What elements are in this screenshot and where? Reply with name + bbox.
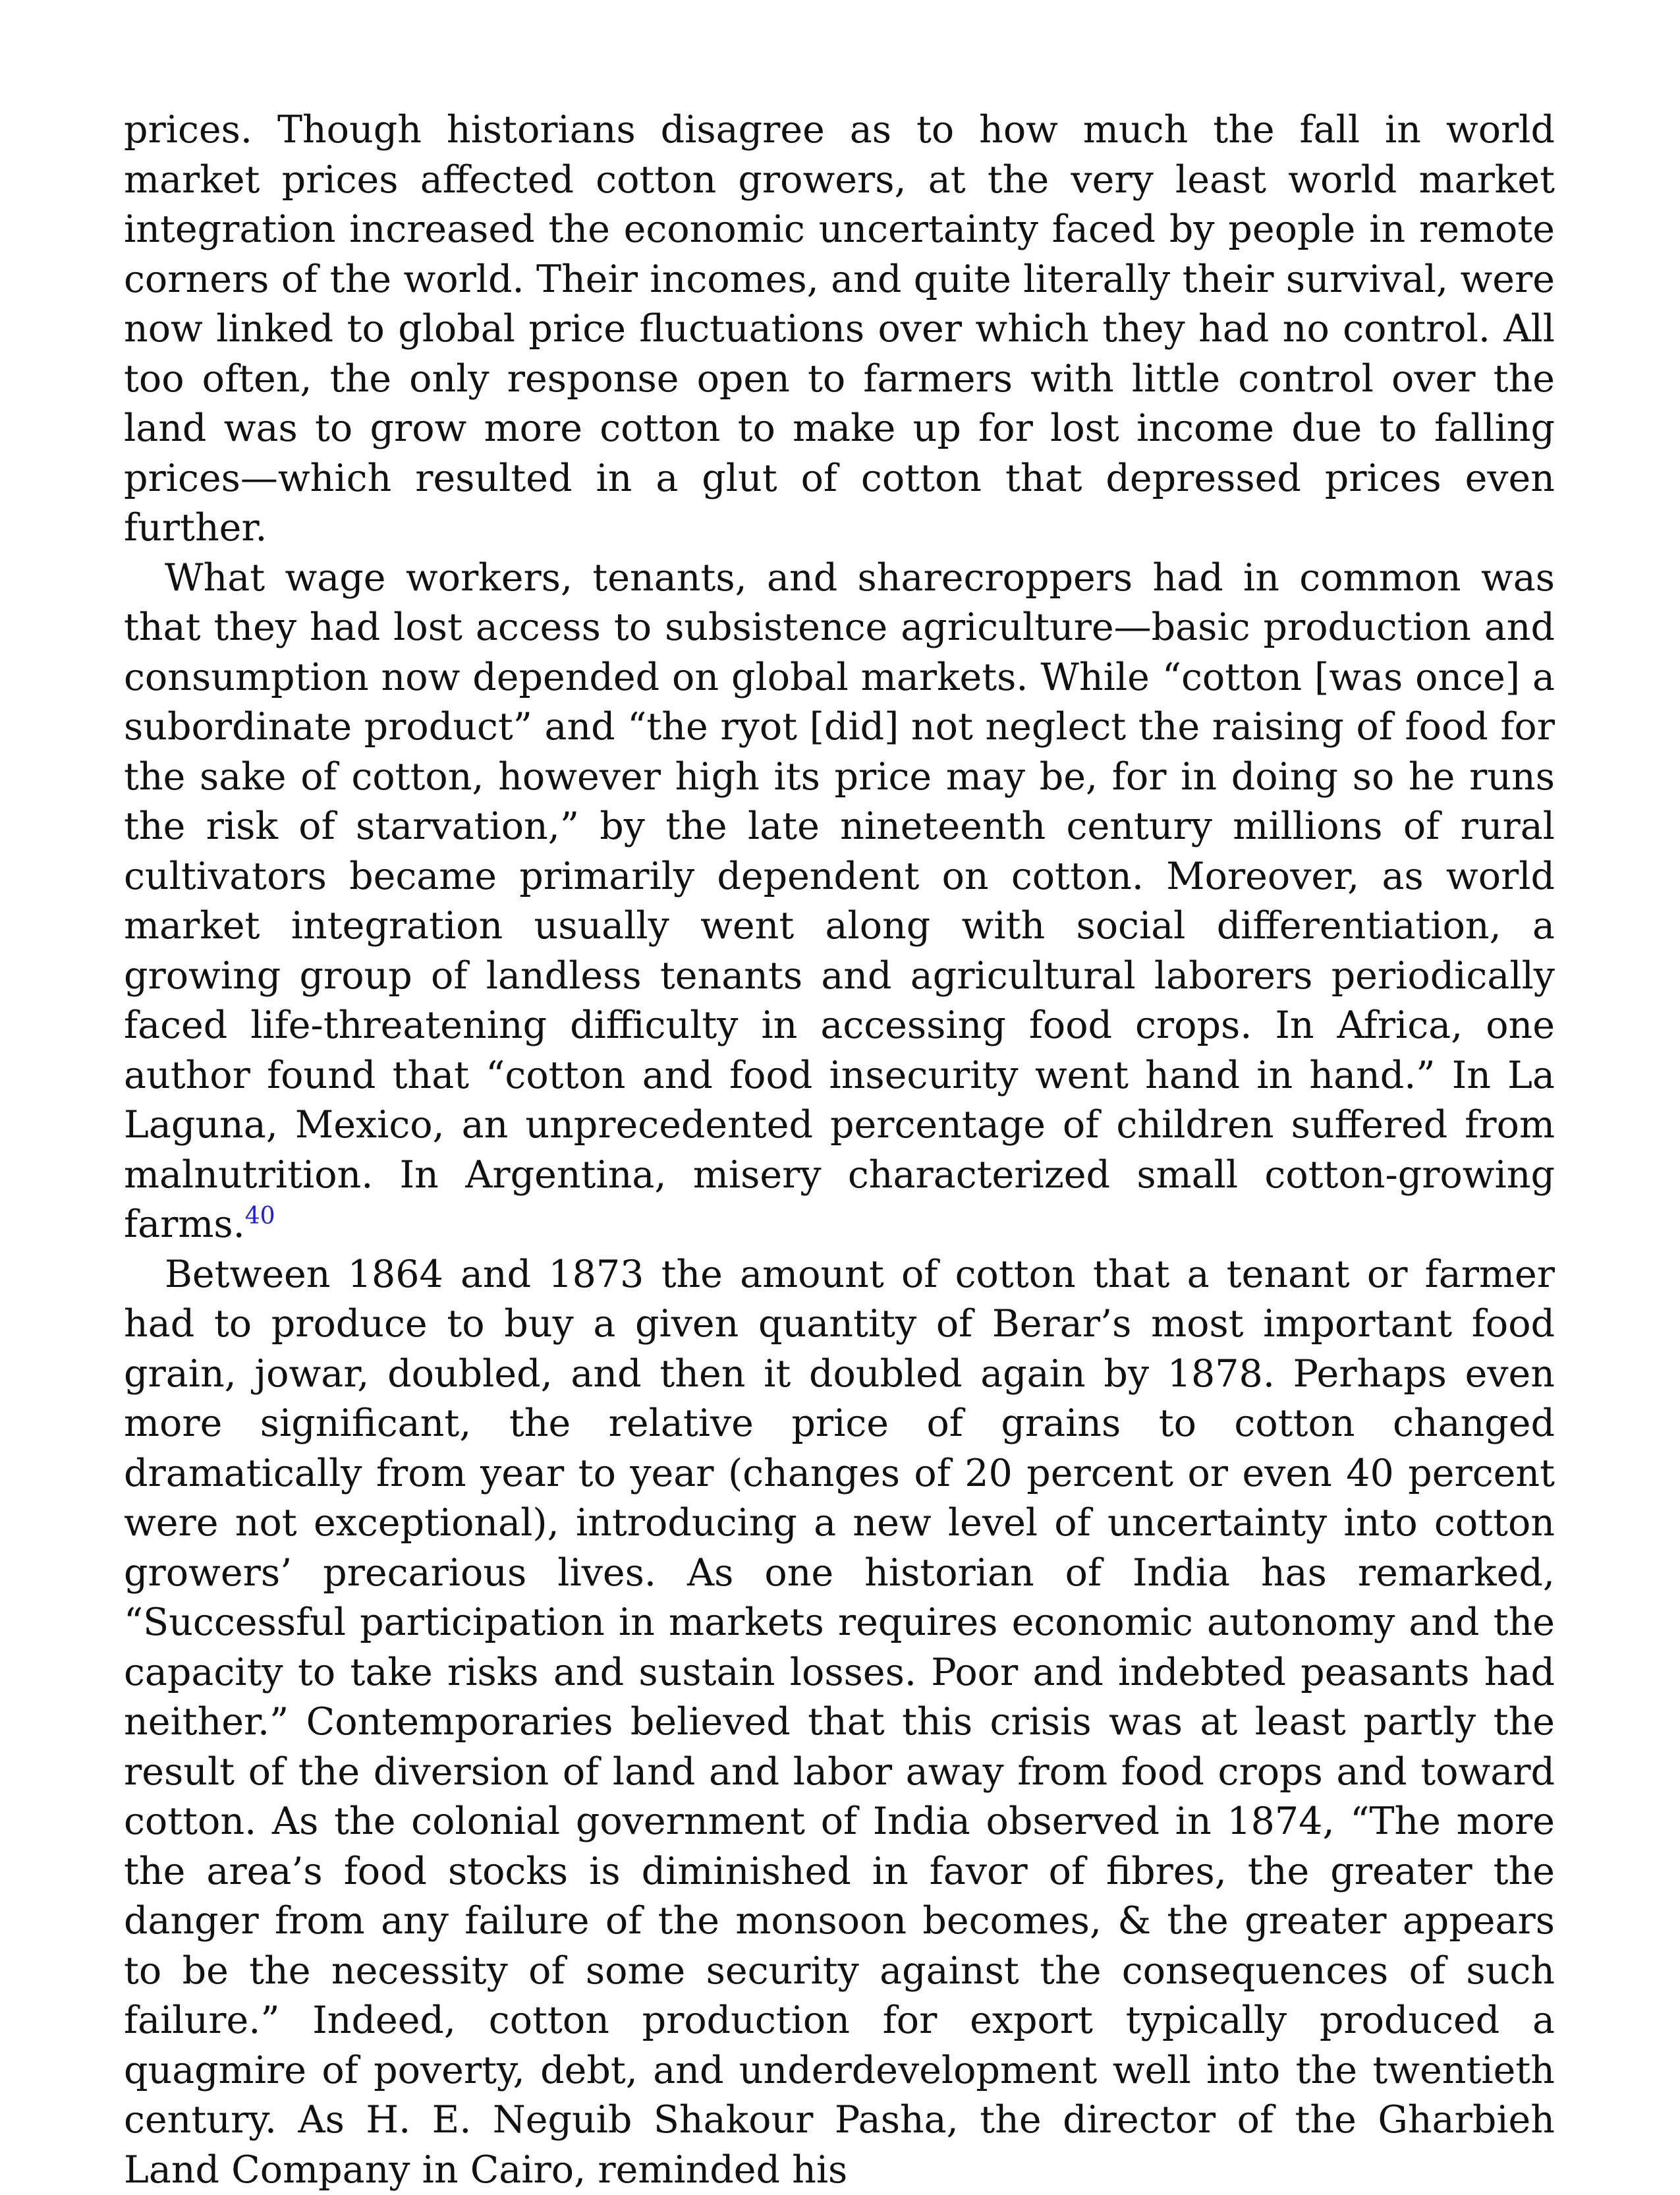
paragraph-1-text: prices. Though historians disagree as to how much the fall in world market prices affected cotton growers, at the very least world market integration increased the economic uncertainty faced by people in remote corners of the world. Their incomes, and quite literally their survival, were now linked to global price fluctuations over which they had no control. All too often, the only response open to farmers with little control over the land was to grow more cotton to make up for lost income due to falling prices—which resulted in a glut of cotton that depressed prices even further. bbox=[124, 108, 1555, 550]
paragraph-3 bbox=[124, 1250, 1555, 2195]
paragraph-2 bbox=[124, 554, 1555, 1250]
paragraph-2-text: What wage workers, tenants, and sharecroppers had in common was that they had lost access to subsistence agriculture—basic production and consumption now depended on global markets. While “cotton [was once] a subordinate product” and “the ryot [did] not neglect the raising of food for the sake of cotton, however high its price may be, for in doing so he runs the risk of starvation,” by the late nineteenth century millions of rural cultivators became primarily dependent on cotton. Moreover, as world market integration usually went along with social differentiation, a growing group of landless tenants and agricultural laborers periodically faced life-threatening difficulty in accessing food crops. In Africa, one author found that “cotton and food insecurity went hand in hand.” In La Laguna, Mexico, an unprecedented percentage of children suffered from malnutrition. In Argentina, misery characterized small cotton-growing farms. bbox=[124, 556, 1555, 1247]
paragraph-1 bbox=[124, 105, 1555, 554]
footnote-link-40[interactable]: 40 bbox=[245, 1203, 275, 1230]
book-page bbox=[124, 105, 1555, 2195]
paragraph-3-text: Between 1864 and 1873 the amount of cotton that a tenant or farmer had to produce to buy a given quantity of Berar’s most important food grain, jowar, doubled, and then it doubled again by 1878. Perhaps even more significant, the relative price of grains to cotton changed dramatically from year to year (changes of 20 percent or even 40 percent were not exceptional), introducing a new level of uncertainty into cotton growers’ precarious lives. As one historian of India has remarked, “Successful participation in markets requires economic autonomy and the capacity to take risks and sustain losses. Poor and indebted peasants had neither.” Contemporaries believed that this crisis was at least partly the result of the diversion of land and labor away from food crops and toward cotton. As the colonial government of India observed in 1874, “The more the area’s food stocks is diminished in favor of fibres, the greater the danger from any failure of the monsoon becomes, & the greater appears to be the necessity of some security against the consequences of such failure.” Indeed, cotton production for export typically produced a quagmire of poverty, debt, and underdevelopment well into the twentieth century. As H. E. Neguib Shakour Pasha, the director of the Gharbieh Land Company in Cairo, reminded his bbox=[124, 1253, 1555, 2192]
